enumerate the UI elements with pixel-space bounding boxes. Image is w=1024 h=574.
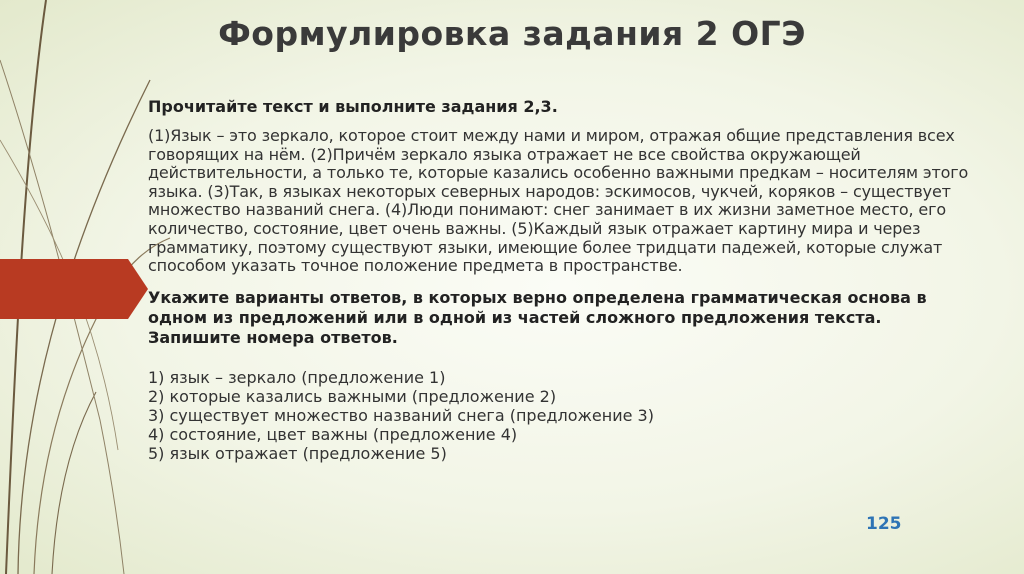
page-number: 125 xyxy=(866,514,902,534)
deco-line xyxy=(52,392,96,574)
answer-option: 1) язык – зеркало (предложение 1) xyxy=(148,367,446,387)
slide-content xyxy=(148,97,978,463)
answer-list xyxy=(148,368,978,463)
passage-text: (1)Язык – это зеркало, которое стоит между нами и миром, отражая общие представления всех говорящих на нём. (2)Причём зеркало языка отражает не все свойства окружающей действительности, а только те, которые казались особенно важными предкам – носителям этого языка. (3)Так, в языках некоторых северных народов: эскимосов, чукчей, коряков – существует множество названий снега. (4)Люди понимают: снег занимает в их жизни заметное место, его количество, состояние, цвет очень важны. (5)Каждый язык отражает картину мира и через грамматику, поэтому существуют языки, имеющие более тридцати падежей, которые служат способом указать точное положение предмета в пространстве. xyxy=(148,126,969,276)
task-text: Укажите варианты ответов, в которых верно определена грамматическая основа в одном из предложений или в одной из частей сложного предложения текста. Запишите номера ответов. xyxy=(148,287,927,347)
answer-option: 4) состояние, цвет важны (предложение 4) xyxy=(148,424,518,444)
red-arrow-shape xyxy=(0,259,148,319)
slide-title: Формулировка задания 2 ОГЭ xyxy=(218,14,806,53)
answer-option: 5) язык отражает (предложение 5) xyxy=(148,443,447,463)
instruction-text: Прочитайте текст и выполните задания 2,3. xyxy=(148,97,558,116)
deco-line xyxy=(18,80,150,574)
answer-option: 2) которые казались важными (предложение 2) xyxy=(148,386,557,406)
answer-option: 3) существует множество названий снега (предложение 3) xyxy=(148,405,654,425)
